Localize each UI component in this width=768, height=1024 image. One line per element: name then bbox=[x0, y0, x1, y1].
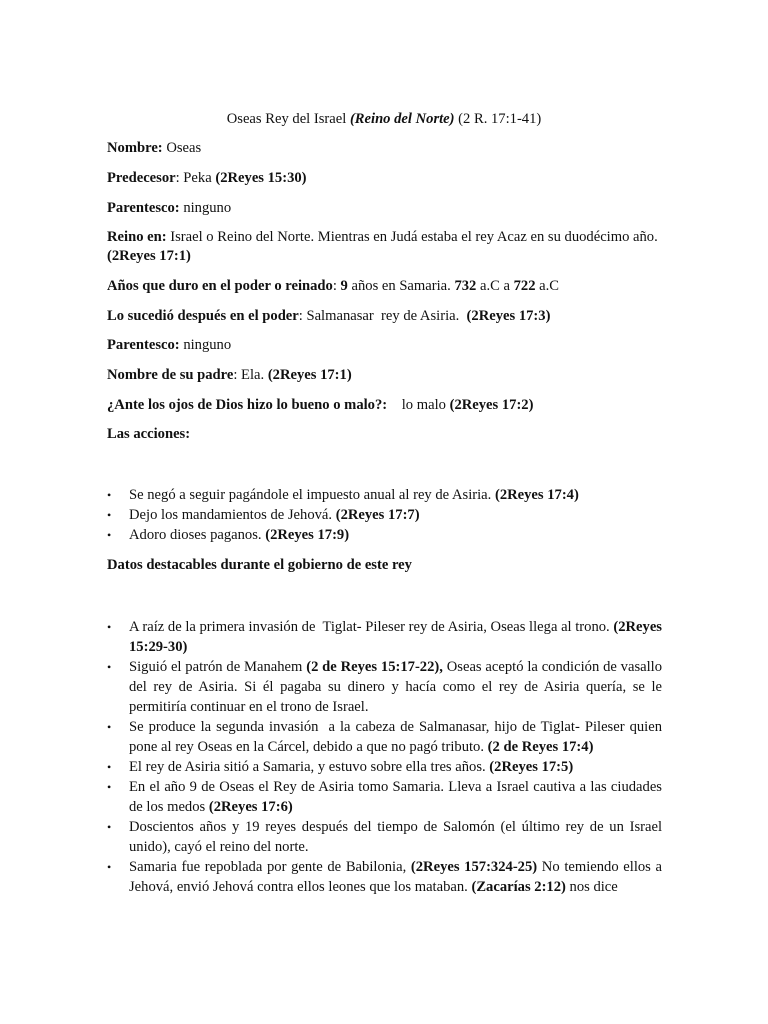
document-title bbox=[0, 110, 768, 128]
field-parentesco: Parentesco: ninguno bbox=[107, 200, 232, 216]
acciones-heading: Las acciones: bbox=[107, 426, 191, 442]
list-item: • A raíz de la primera invasión de Tiglat- Pileser rey de Asiria, Oseas llega al trono. (2Reyes 15:29-30) bbox=[107, 619, 662, 655]
bullet-icon: • bbox=[107, 660, 112, 674]
bullet-icon: • bbox=[107, 488, 112, 502]
list-item: • En el año 9 de Oseas el Rey de Asiria tomo Samaria. Lleva a Israel cautiva a las ciudades de los medos (2Reyes 17:6) bbox=[107, 779, 662, 815]
field-predecesor: Predecesor: Peka (2Reyes 15:30) bbox=[107, 170, 307, 186]
field-sucesor: Lo sucedió después en el poder: Salmanasar rey de Asiria. (2Reyes 17:3) bbox=[107, 308, 551, 324]
field-nombre-padre: Nombre de su padre: Ela. (2Reyes 17:1) bbox=[107, 367, 352, 383]
acciones-list bbox=[107, 485, 662, 545]
bullet-icon: • bbox=[107, 780, 112, 794]
title-text: Oseas Rey del Israel bbox=[226, 111, 350, 127]
field-parentesco-2: Parentesco: ninguno bbox=[107, 337, 232, 353]
list-item: • Samaria fue repoblada por gente de Babilonia, (2Reyes 157:324-25) No temiendo ellos a Jehová, envió Jehová contra ellos leones que los mataban. (Zacarías 2:12) nos dice bbox=[107, 859, 662, 895]
title-reference: (2 R. 17:1-41) bbox=[454, 111, 542, 127]
bullet-icon: • bbox=[107, 760, 112, 774]
list-item: • Se produce la segunda invasión a la cabeza de Salmanasar, hijo de Tiglat- Pileser quien pone al rey Oseas en la Cárcel, debido a que no pagó tributo. (2 de Reyes 17:4) bbox=[107, 719, 666, 755]
datos-list bbox=[107, 617, 666, 897]
datos-heading: Datos destacables durante el gobierno de este rey bbox=[107, 557, 412, 573]
bullet-icon: • bbox=[107, 720, 112, 734]
list-item: • Dejo los mandamientos de Jehová. (2Reyes 17:7) bbox=[107, 507, 420, 523]
bullet-icon: • bbox=[107, 620, 112, 634]
field-reino: Reino en: Israel o Reino del Norte. Mientras en Judá estaba el rey Acaz en su duodécimo año. (2Reyes 17:1) bbox=[107, 229, 658, 264]
bullet-icon: • bbox=[107, 528, 112, 542]
list-item: • El rey de Asiria sitió a Samaria, y estuvo sobre ella tres años. (2Reyes 17:5) bbox=[107, 759, 574, 775]
field-anos-reinado: Años que duro en el poder o reinado: 9 años en Samaria. 732 a.C a 722 a.C bbox=[107, 278, 560, 294]
title-italic: (Reino del Norte) bbox=[349, 111, 455, 127]
bullet-icon: • bbox=[107, 860, 112, 874]
bullet-icon: • bbox=[107, 820, 112, 834]
list-item: • Doscientos años y 19 reyes después del tiempo de Salomón (el último rey de un Israel unido), cayó el reino del norte. bbox=[107, 819, 662, 855]
list-item: • Adoro dioses paganos. (2Reyes 17:9) bbox=[107, 527, 350, 543]
list-item: • Siguió el patrón de Manahem (2 de Reyes 15:17-22), Oseas aceptó la condición de vasallo del rey de Asiria. Si él pagaba su dinero y hacía como el rey de Asiria quería, se le permitiría continuar en el trono de Israel. bbox=[107, 659, 663, 715]
field-bueno-malo: ¿Ante los ojos de Dios hizo lo bueno o malo?: lo malo (2Reyes 17:2) bbox=[107, 397, 534, 413]
list-item: • Se negó a seguir pagándole el impuesto anual al rey de Asiria. (2Reyes 17:4) bbox=[107, 487, 579, 503]
bullet-icon: • bbox=[107, 508, 112, 522]
field-nombre: Nombre: Oseas bbox=[107, 140, 202, 156]
